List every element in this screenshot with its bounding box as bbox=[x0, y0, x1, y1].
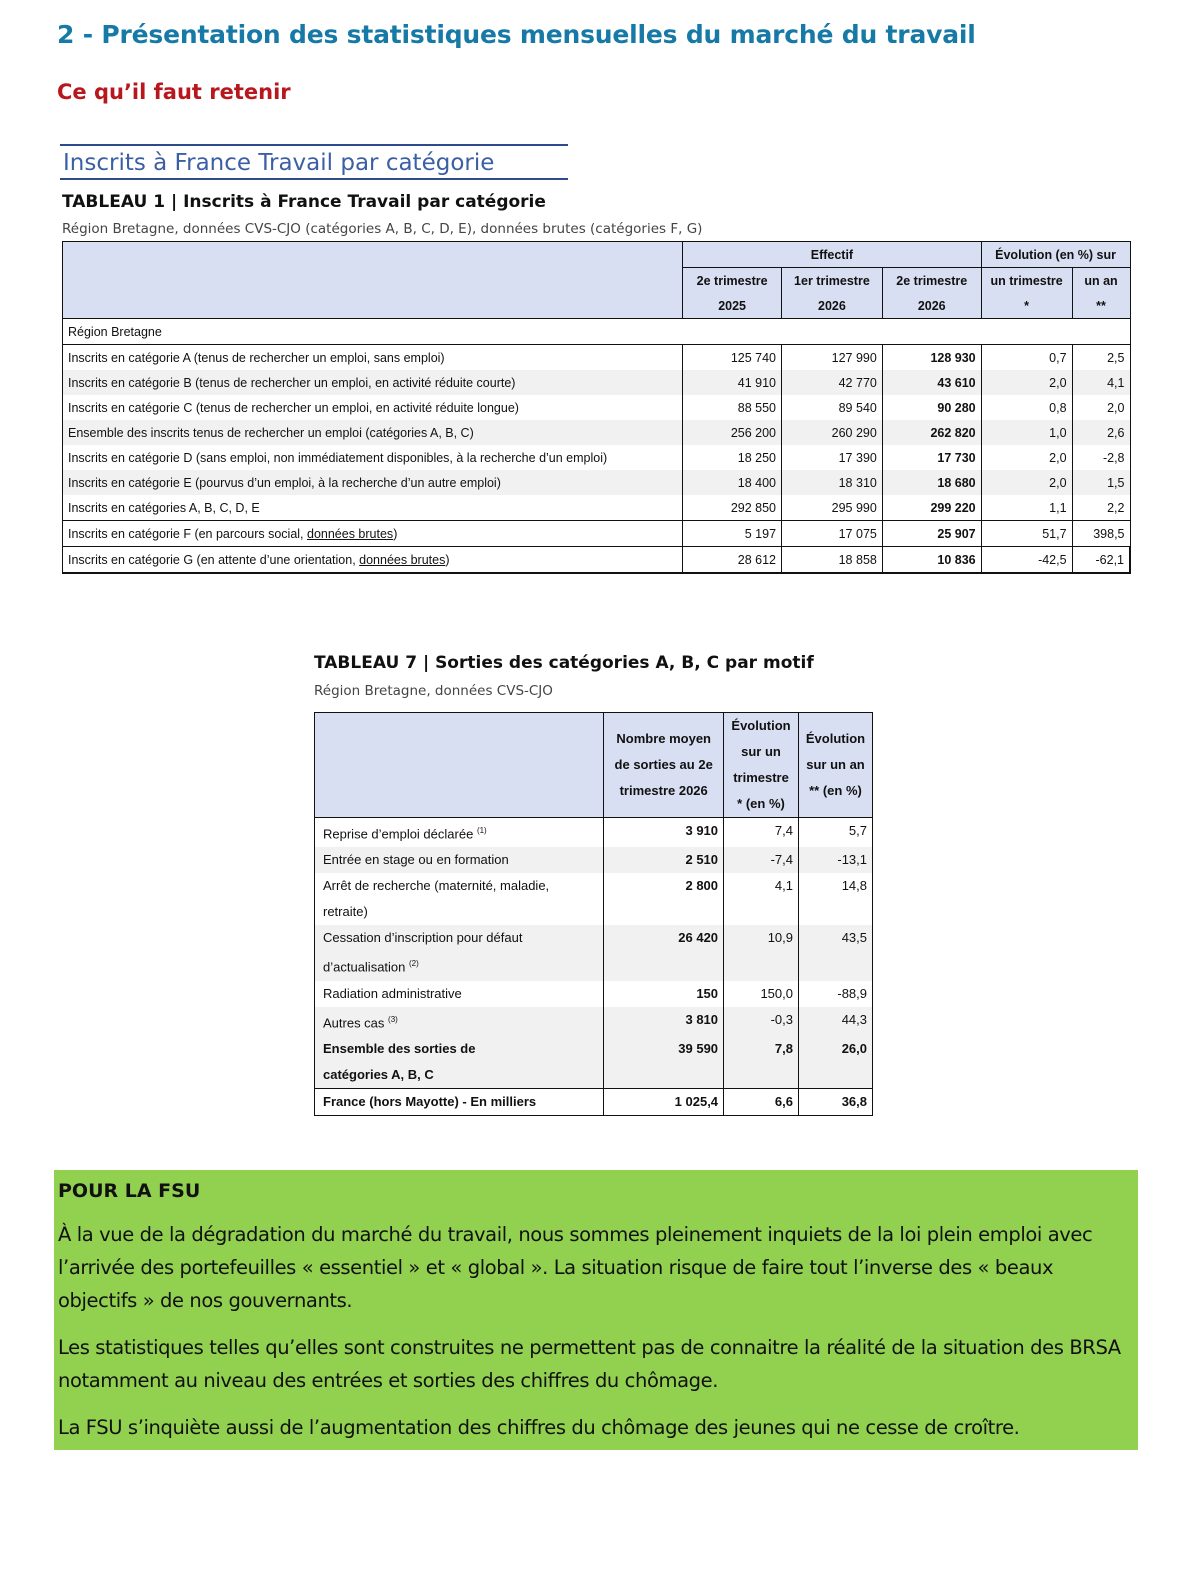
cell: 39 590 bbox=[604, 1036, 724, 1089]
table-row bbox=[63, 470, 1131, 495]
cell: 10 836 bbox=[882, 547, 981, 574]
cell: -2,8 bbox=[1072, 445, 1130, 470]
cell: 398,5 bbox=[1072, 521, 1130, 547]
table-row bbox=[315, 1036, 873, 1089]
cell: 2 800 bbox=[604, 873, 724, 925]
cell: 125 740 bbox=[683, 345, 782, 371]
table1-group-evolution: Évolution (en %) sur bbox=[981, 242, 1130, 268]
cell: 7,8 bbox=[724, 1036, 799, 1089]
table-row bbox=[63, 445, 1131, 470]
row-label: Ensemble des inscrits tenus de rechercher un emploi (catégories A, B, C) bbox=[63, 420, 683, 445]
table7-col-header: Évolution sur un an ** (en %) bbox=[799, 713, 873, 818]
row-label: Inscrits en catégorie G (en attente d’une orientation, données brutes) bbox=[63, 547, 683, 574]
table1-group-effectif: Effectif bbox=[683, 242, 981, 268]
fsu-paragraph: La FSU s’inquiète aussi de l’augmentation des chiffres du chômage des jeunes qui ne cesse de croître. bbox=[58, 1416, 1020, 1439]
cell: 26,0 bbox=[799, 1036, 873, 1089]
table-row bbox=[63, 420, 1131, 445]
cell: -0,3 bbox=[724, 1007, 799, 1036]
table1-corner bbox=[63, 242, 683, 319]
table1-col-header: 2e trimestre bbox=[683, 268, 782, 294]
table1-caption: TABLEAU 1 | Inscrits à France Travail par catégorie bbox=[62, 192, 546, 212]
row-label: France (hors Mayotte) - En milliers bbox=[315, 1088, 604, 1115]
cell: 6,6 bbox=[724, 1088, 799, 1115]
table-row bbox=[63, 345, 1131, 371]
table-row bbox=[315, 847, 873, 873]
row-label: Inscrits en catégories A, B, C, D, E bbox=[63, 495, 683, 521]
cell: 0,7 bbox=[981, 345, 1072, 371]
cell: 14,8 bbox=[799, 873, 873, 925]
table-row bbox=[63, 395, 1131, 420]
cell: 260 290 bbox=[782, 420, 883, 445]
row-label: Reprise d’emploi déclarée $^{(1)}$ bbox=[315, 818, 604, 848]
cell: 18 250 bbox=[683, 445, 782, 470]
cell: 2,6 bbox=[1072, 420, 1130, 445]
cell: 128 930 bbox=[882, 345, 981, 371]
cell: -42,5 bbox=[981, 547, 1072, 574]
row-label: Entrée en stage ou en formation bbox=[315, 847, 604, 873]
cell: 88 550 bbox=[683, 395, 782, 420]
table1-col-header: ** bbox=[1072, 293, 1130, 319]
cell: 2,5 bbox=[1072, 345, 1130, 371]
cell: 17 075 bbox=[782, 521, 883, 547]
row-label: Ensemble des sorties de catégories A, B, C bbox=[315, 1036, 604, 1089]
cell: -62,1 bbox=[1072, 547, 1130, 574]
cell: 18 858 bbox=[782, 547, 883, 574]
table7 bbox=[314, 712, 873, 1116]
table7-col-header: Nombre moyen de sorties au 2e trimestre 2026 bbox=[604, 713, 724, 818]
cell: -88,9 bbox=[799, 981, 873, 1007]
table-row bbox=[315, 818, 873, 848]
cell: 2 510 bbox=[604, 847, 724, 873]
cell: 262 820 bbox=[882, 420, 981, 445]
table1-subtitle: Région Bretagne, données CVS-CJO (catégories A, B, C, D, E), données brutes (catégories F, G) bbox=[62, 221, 703, 237]
cell: 2,0 bbox=[1072, 395, 1130, 420]
fsu-paragraph: À la vue de la dégradation du marché du travail, nous sommes pleinement inquiets de la loi plein emploi avec l’arrivée des portefeuilles « essentiel » et « global ». La situation risque de faire tout l’inverse des « beaux objectifs » de nos gouvernants. bbox=[58, 1223, 1093, 1312]
fsu-paragraph: Les statistiques telles qu’elles sont construites ne permettent pas de connaitre la réalité de la situation des BRSA notamment au niveau des entrées et sorties des chiffres du chômage. bbox=[58, 1336, 1121, 1392]
row-label: Inscrits en catégorie D (sans emploi, non immédiatement disponibles, à la recherche d’un emploi) bbox=[63, 445, 683, 470]
table-row bbox=[315, 873, 873, 925]
table7-caption: TABLEAU 7 | Sorties des catégories A, B, C par motif bbox=[314, 653, 814, 673]
cell: 44,3 bbox=[799, 1007, 873, 1036]
table1-col-header: 1er trimestre bbox=[782, 268, 883, 294]
cell: 51,7 bbox=[981, 521, 1072, 547]
table-row bbox=[315, 1088, 873, 1115]
cell: 1,5 bbox=[1072, 470, 1130, 495]
table-row bbox=[63, 370, 1131, 395]
cell: 150 bbox=[604, 981, 724, 1007]
table1-col-header: 2e trimestre bbox=[882, 268, 981, 294]
row-label: Inscrits en catégorie A (tenus de rechercher un emploi, sans emploi) bbox=[63, 345, 683, 371]
table7-corner bbox=[315, 713, 604, 818]
table-row bbox=[63, 521, 1131, 547]
cell: 25 907 bbox=[882, 521, 981, 547]
cell: 5 197 bbox=[683, 521, 782, 547]
cell: 10,9 bbox=[724, 925, 799, 980]
table7-subtitle: Région Bretagne, données CVS-CJO bbox=[314, 683, 553, 699]
cell: 4,1 bbox=[724, 873, 799, 925]
cell: 2,2 bbox=[1072, 495, 1130, 521]
cell: 5,7 bbox=[799, 818, 873, 848]
table1-col-header: un an bbox=[1072, 268, 1130, 294]
cell: 1 025,4 bbox=[604, 1088, 724, 1115]
section-title: Inscrits à France Travail par catégorie bbox=[60, 144, 568, 180]
row-label: Inscrits en catégorie F (en parcours social, données brutes) bbox=[63, 521, 683, 547]
cell: 3 810 bbox=[604, 1007, 724, 1036]
cell: 2,0 bbox=[981, 445, 1072, 470]
cell: 18 400 bbox=[683, 470, 782, 495]
row-label: Inscrits en catégorie B (tenus de rechercher un emploi, en activité réduite courte) bbox=[63, 370, 683, 395]
cell: 150,0 bbox=[724, 981, 799, 1007]
cell: 90 280 bbox=[882, 395, 981, 420]
table1-col-header: 2026 bbox=[882, 293, 981, 319]
cell: 18 680 bbox=[882, 470, 981, 495]
cell: 1,1 bbox=[981, 495, 1072, 521]
fsu-callout bbox=[54, 1170, 1138, 1450]
table-row bbox=[63, 547, 1131, 574]
table1-col-header: 2025 bbox=[683, 293, 782, 319]
cell: 36,8 bbox=[799, 1088, 873, 1115]
key-points-heading: Ce qu’il faut retenir bbox=[57, 80, 291, 104]
row-label: Arrêt de recherche (maternité, maladie, retraite) bbox=[315, 873, 604, 925]
cell: 28 612 bbox=[683, 547, 782, 574]
fsu-title: POUR LA FSU bbox=[58, 1180, 201, 1202]
table1-col-header: un trimestre bbox=[981, 268, 1072, 294]
row-label: Autres cas $^{(3)}$ bbox=[315, 1007, 604, 1036]
row-label: Inscrits en catégorie C (tenus de rechercher un emploi, en activité réduite longue) bbox=[63, 395, 683, 420]
cell: 41 910 bbox=[683, 370, 782, 395]
row-label: Radiation administrative bbox=[315, 981, 604, 1007]
row-label: Cessation d’inscription pour défaut d’actualisation $^{(2)}$ bbox=[315, 925, 604, 980]
table-row bbox=[315, 1007, 873, 1036]
cell: 2,0 bbox=[981, 470, 1072, 495]
cell: 3 910 bbox=[604, 818, 724, 848]
page-heading: 2 - Présentation des statistiques mensuelles du marché du travail bbox=[57, 20, 976, 49]
cell: 17 390 bbox=[782, 445, 883, 470]
cell: 2,0 bbox=[981, 370, 1072, 395]
cell: 43 610 bbox=[882, 370, 981, 395]
cell: -13,1 bbox=[799, 847, 873, 873]
cell: 256 200 bbox=[683, 420, 782, 445]
cell: 43,5 bbox=[799, 925, 873, 980]
cell: 26 420 bbox=[604, 925, 724, 980]
cell: 7,4 bbox=[724, 818, 799, 848]
cell: 1,0 bbox=[981, 420, 1072, 445]
cell: -7,4 bbox=[724, 847, 799, 873]
cell: 299 220 bbox=[882, 495, 981, 521]
table1-col-header: 2026 bbox=[782, 293, 883, 319]
cell: 292 850 bbox=[683, 495, 782, 521]
cell: 18 310 bbox=[782, 470, 883, 495]
cell: 4,1 bbox=[1072, 370, 1130, 395]
cell: 17 730 bbox=[882, 445, 981, 470]
table1-col-header: * bbox=[981, 293, 1072, 319]
table1-region-label: Région Bretagne bbox=[63, 319, 1131, 345]
cell: 127 990 bbox=[782, 345, 883, 371]
table1 bbox=[62, 241, 1131, 574]
table-row bbox=[315, 981, 873, 1007]
table-row bbox=[63, 495, 1131, 521]
cell: 89 540 bbox=[782, 395, 883, 420]
cell: 0,8 bbox=[981, 395, 1072, 420]
cell: 42 770 bbox=[782, 370, 883, 395]
table-row bbox=[315, 925, 873, 980]
cell: 295 990 bbox=[782, 495, 883, 521]
table7-col-header: Évolution sur un trimestre * (en %) bbox=[724, 713, 799, 818]
row-label: Inscrits en catégorie E (pourvus d’un emploi, à la recherche d’un autre emploi) bbox=[63, 470, 683, 495]
